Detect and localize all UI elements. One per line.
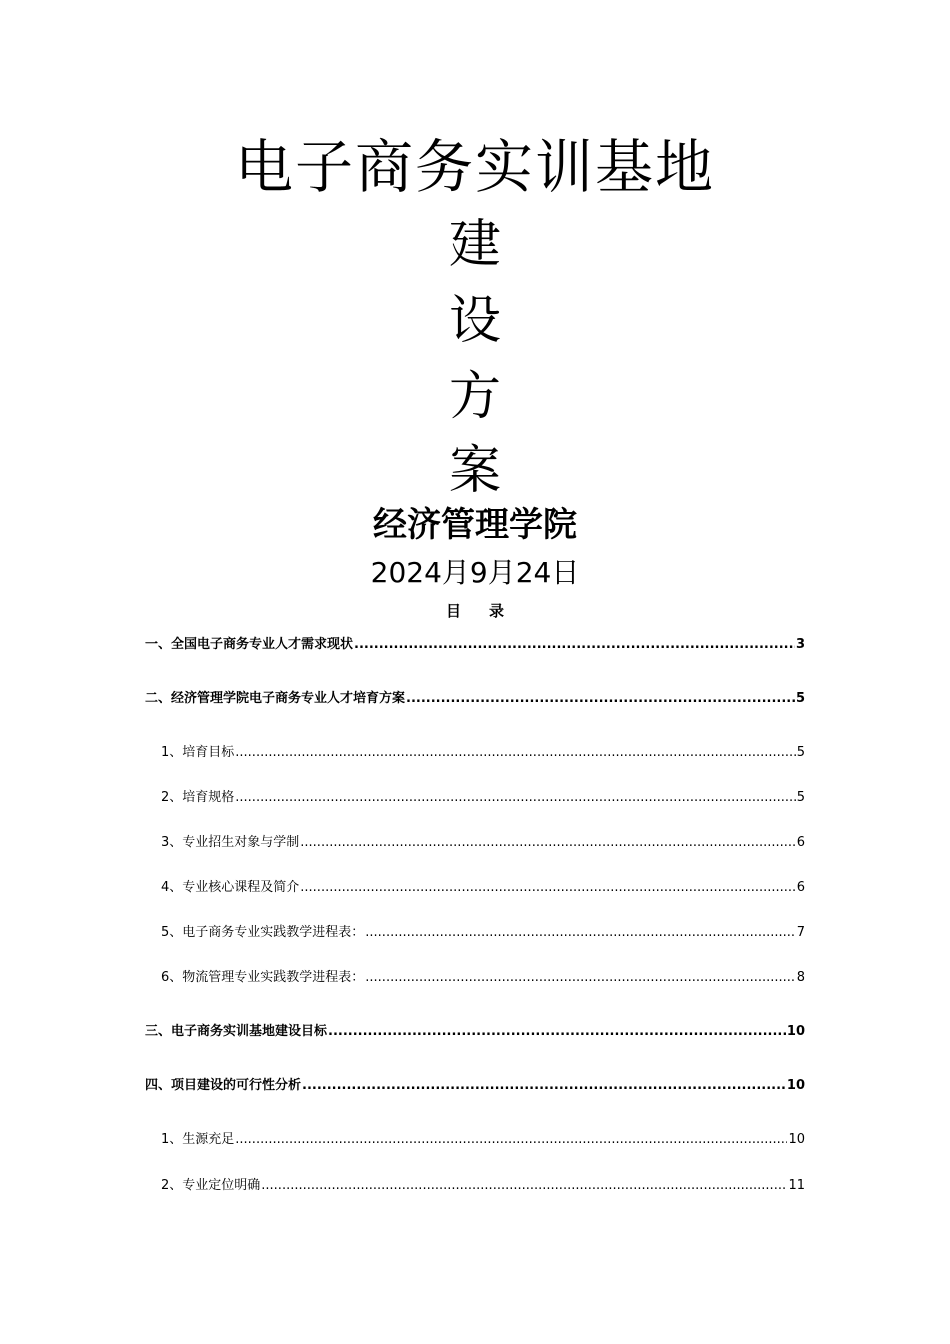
cover-title-char-4: 案 xyxy=(448,441,501,501)
toc-entry-label: 1、生源充足 xyxy=(161,1132,235,1147)
toc-entry[interactable] xyxy=(161,878,805,898)
toc-entry-page: 5 xyxy=(796,790,805,805)
cover-title: 电子商务实训基地 xyxy=(234,133,715,201)
toc-entry-page: 10 xyxy=(788,1132,805,1147)
toc-dot-leader xyxy=(406,689,795,709)
toc-entry-page: 6 xyxy=(796,880,805,895)
toc-dot-leader xyxy=(300,878,795,898)
toc-entry-label: 二、经济管理学院电子商务专业人才培育方案 xyxy=(145,691,406,706)
toc-entry-label: 三、电子商务实训基地建设目标 xyxy=(145,1024,328,1039)
toc-entry-label: 1、培育目标 xyxy=(161,745,235,760)
toc-heading: 目录 xyxy=(445,602,532,620)
toc-entry-label: 2、专业定位明确 xyxy=(161,1178,261,1193)
toc-entry-label: 四、项目建设的可行性分析 xyxy=(145,1078,302,1093)
toc-entry-label: 6、物流管理专业实践教学进程表： xyxy=(161,970,365,985)
toc-dot-leader xyxy=(235,788,795,808)
toc-entry-page: 5 xyxy=(795,691,805,706)
toc-entry[interactable] xyxy=(145,689,805,709)
toc-entry-page: 5 xyxy=(796,745,805,760)
toc-entry[interactable] xyxy=(161,788,805,808)
toc-dot-leader xyxy=(328,1022,786,1042)
toc-entry-page: 7 xyxy=(796,925,805,940)
document-date: 2024月9月24日 xyxy=(370,556,580,589)
organization-name: 经济管理学院 xyxy=(373,505,577,545)
toc-entry-page: 11 xyxy=(788,1178,805,1193)
toc-entry[interactable] xyxy=(161,833,805,853)
toc-dot-leader xyxy=(235,1130,787,1150)
toc-dot-leader xyxy=(365,968,795,988)
cover-title-char-2: 设 xyxy=(448,291,501,351)
toc-entry[interactable] xyxy=(145,635,805,655)
toc-dot-leader xyxy=(261,1176,787,1196)
toc-entry[interactable] xyxy=(161,1130,805,1150)
toc-entry-page: 10 xyxy=(786,1024,805,1039)
toc-entry-label: 4、专业核心课程及简介 xyxy=(161,880,300,895)
cover-title-char-3: 方 xyxy=(448,367,501,427)
toc-entry[interactable] xyxy=(161,1176,805,1196)
toc-entry[interactable] xyxy=(161,968,805,988)
cover-title-char-1: 建 xyxy=(448,215,501,275)
toc-entry[interactable] xyxy=(161,743,805,763)
toc-entry[interactable] xyxy=(145,1022,805,1042)
toc-entry-label: 3、专业招生对象与学制 xyxy=(161,835,300,850)
toc-entry-page: 8 xyxy=(796,970,805,985)
toc-entry[interactable] xyxy=(145,1076,805,1096)
toc-entry-page: 6 xyxy=(796,835,805,850)
toc-dot-leader xyxy=(365,923,795,943)
toc-entry[interactable] xyxy=(161,923,805,943)
toc-dot-leader xyxy=(235,743,795,763)
toc-entry-label: 5、电子商务专业实践教学进程表： xyxy=(161,925,365,940)
toc-entry-label: 2、培育规格 xyxy=(161,790,235,805)
toc-dot-leader xyxy=(300,833,795,853)
toc-dot-leader xyxy=(354,635,795,655)
toc-entry-label: 一、全国电子商务专业人才需求现状 xyxy=(145,637,354,652)
toc-entry-page: 10 xyxy=(786,1078,805,1093)
toc-entry-page: 3 xyxy=(795,637,805,652)
toc-dot-leader xyxy=(302,1076,786,1096)
